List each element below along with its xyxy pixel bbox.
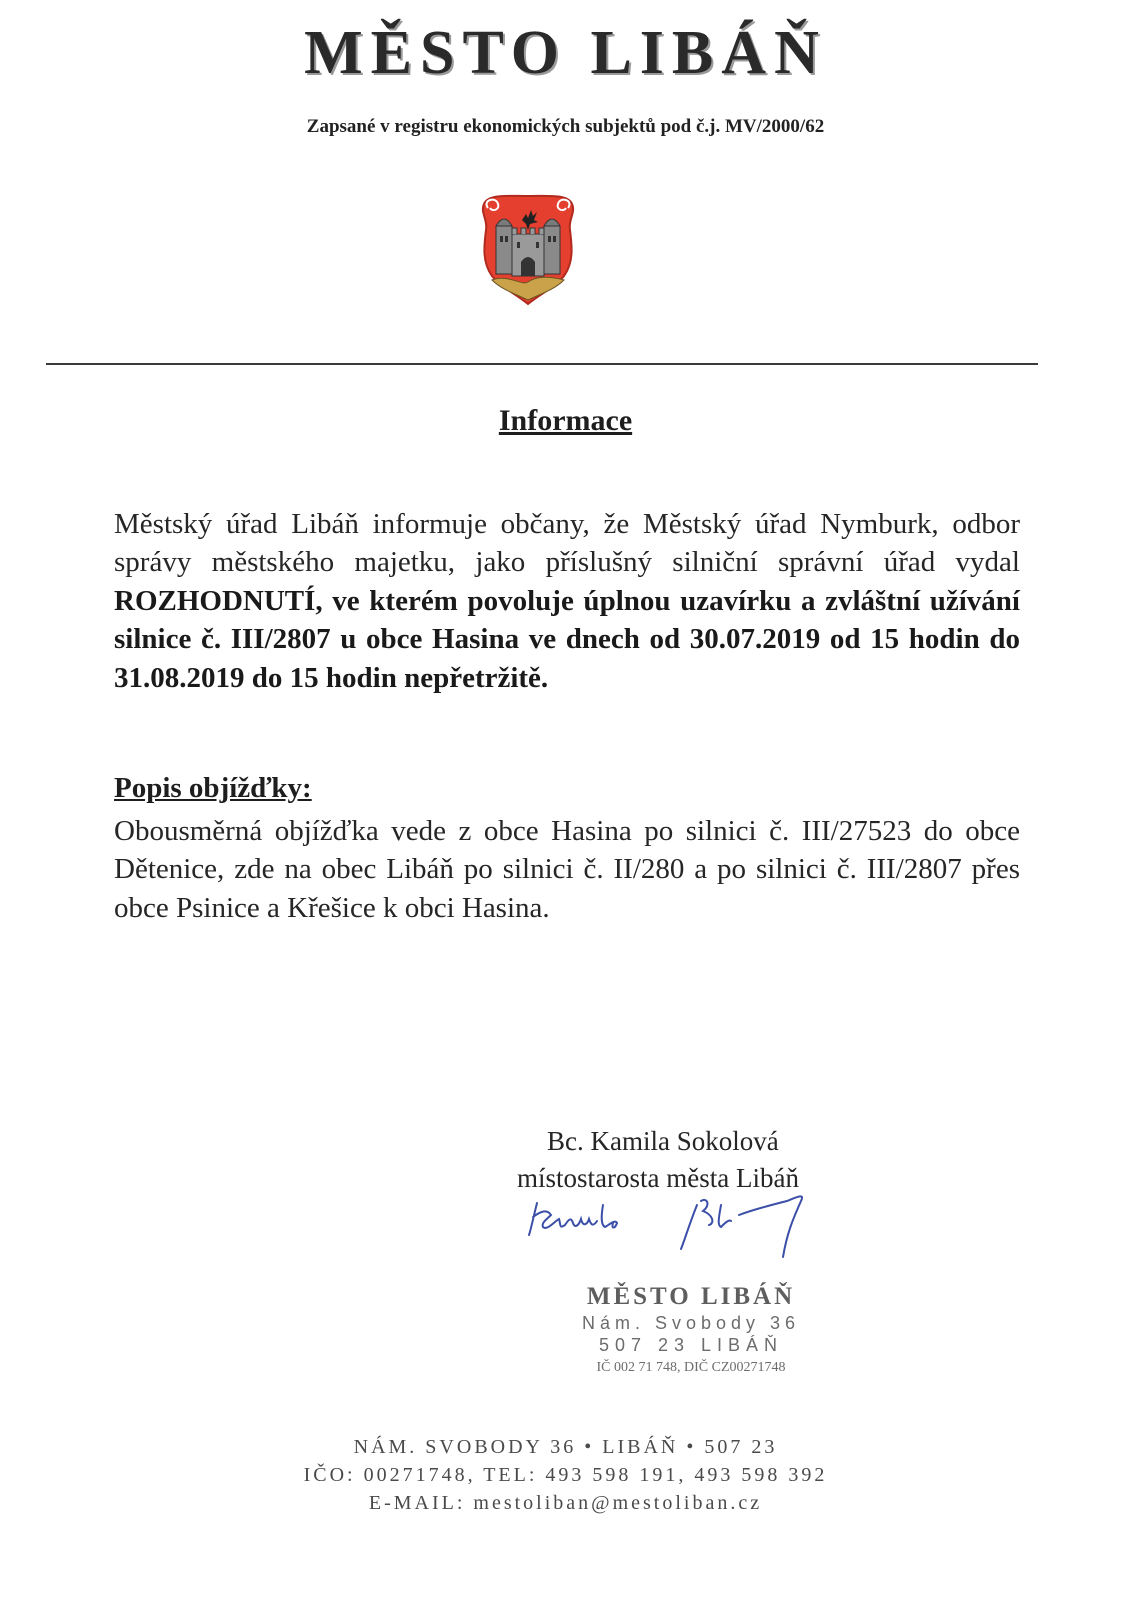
footer-address: NÁM. SVOBODY 36 • LIBÁŇ • 507 23: [353, 1436, 778, 1458]
crest-tower-right: [544, 226, 560, 274]
stamp-address: Nám. Svobody 36: [581, 1313, 801, 1333]
handwritten-signature: [525, 1175, 855, 1275]
footer-email: E-MAIL: mestoliban@mestoliban.cz: [368, 1492, 763, 1514]
crest-gate: [521, 257, 535, 276]
stamp-title: MĚSTO LIBÁŇ: [586, 1283, 796, 1310]
detour-paragraph: Obousměrná objížďka vede z obce Hasina po silnici č. III/27523 do obce Dětenice, zde na obec Libáň po silnici č. II/280 a po silnici č. III/2807 přes obce Psinice a Křešice k obci Hasina.: [114, 815, 1020, 924]
registry-line: Zapsané v registru ekonomických subjektů pod č.j. MV/2000/62: [306, 116, 825, 137]
notice-heading: Informace: [498, 404, 633, 437]
crest-tower-left: [496, 226, 512, 274]
town-crest-icon: [478, 190, 578, 310]
stamp-postcode: 507 23 LIBÁŇ: [598, 1335, 784, 1355]
stamp-ids: IČ 002 71 748, DIČ CZ00271748: [596, 1360, 786, 1375]
signatory-name: Bc. Kamila Sokolová: [547, 1126, 779, 1156]
detour-heading: Popis objížďky:: [114, 772, 312, 804]
notice-paragraph-decision: ROZHODNUTÍ, ve kterém povoluje úplnou uzavírku a zvláštní užívání silnice č. III/2807 u obce Hasina ve dnech od 30.07.2019 od 15 hodin do 31.08.2019 do 15 hodin nepřetržitě.: [114, 584, 1020, 694]
footer-contact: IČO: 00271748, TEL: 493 598 191, 493 598 392: [303, 1464, 828, 1486]
signatory-role: místostarosta města Libáň: [517, 1163, 799, 1193]
town-title: MĚSTO LIBÁŇ: [304, 19, 827, 87]
notice-paragraph-lead: Městský úřad Libáň informuje občany, že Městský úřad Nymburk, odbor správy městského majetku, jako příslušný silniční správní úřad vydal: [114, 508, 1020, 579]
notice-paragraph: [114, 505, 1020, 697]
header-divider: [46, 363, 1038, 365]
